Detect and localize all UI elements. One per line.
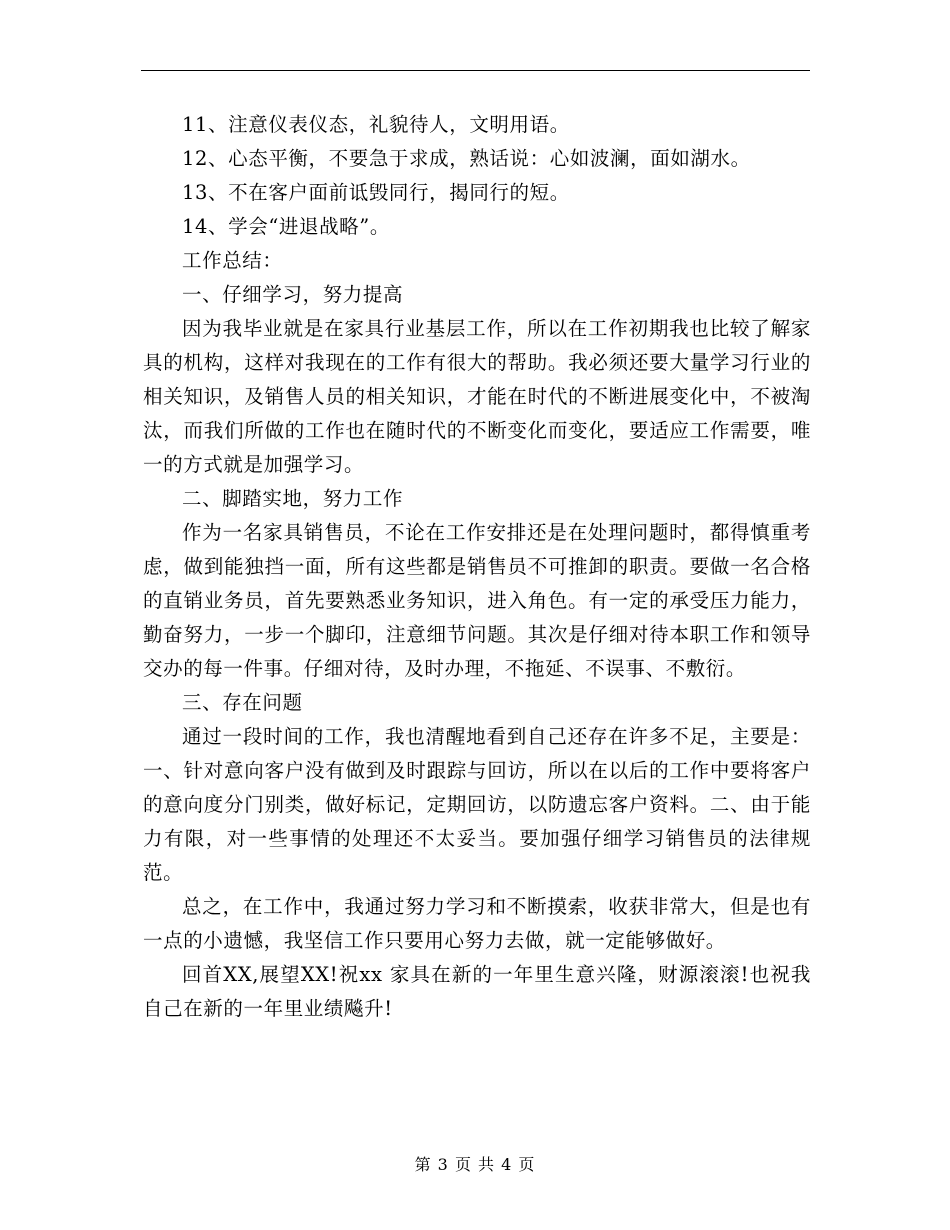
header-rule bbox=[141, 70, 810, 71]
document-body bbox=[143, 108, 811, 1026]
section-heading-3: 三、存在问题 bbox=[182, 691, 303, 714]
page-number: 第 3 页 共 4 页 bbox=[414, 1155, 536, 1174]
body-paragraph-conclusion: 总之，在工作中，我通过努力学习和不断摸索，收获非常大，但是也有一点的小遗憾，我坚信工作只要用心努力去做，就一定能够做好。 bbox=[143, 895, 811, 952]
body-paragraph-1: 因为我毕业就是在家具行业基层工作，所以在工作初期我也比较了解家具的机构，这样对我现在的工作有很大的帮助。我必须还要大量学习行业的相关知识，及销售人员的相关知识，才能在时代的不断进展变化中，不被淘汰，而我们所做的工作也在随时代的不断变化而变化，要适应工作需要，唯一的方式就是加强学习。 bbox=[143, 317, 811, 476]
list-item-12: 12、心态平衡，不要急于求成，熟话说：心如波澜，面如湖水。 bbox=[182, 147, 751, 170]
body-paragraph-2: 作为一名家具销售员，不论在工作安排还是在处理问题时，都得慎重考虑，做到能独挡一面，所有这些都是销售员不可推卸的职责。要做一名合格的直销业务员，首先要熟悉业务知识，进入角色。有一定的承受压力能力，勤奋努力，一步一个脚印，注意细节问题。其次是仔细对待本职工作和领导交办的每一件事。仔细对待，及时办理，不拖延、不误事、不敷衍。 bbox=[143, 521, 811, 680]
list-item-11: 11、注意仪表仪态，礼貌待人，文明用语。 bbox=[182, 113, 570, 136]
list-item-14: 14、学会“进退战略”。 bbox=[182, 215, 390, 238]
section-heading-summary: 工作总结： bbox=[182, 249, 283, 272]
body-paragraph-3: 通过一段时间的工作，我也清醒地看到自己还存在许多不足，主要是：一、针对意向客户没有做到及时跟踪与回访，所以在以后的工作中要将客户的意向度分门别类，做好标记，定期回访，以防遗忘客户资料。二、由于能力有限，对一些事情的处理还不太妥当。要加强仔细学习销售员的法律规范。 bbox=[143, 725, 811, 884]
list-item-13: 13、不在客户面前诋毁同行，揭同行的短。 bbox=[182, 181, 570, 204]
section-heading-2: 二、脚踏实地，努力工作 bbox=[182, 487, 404, 510]
body-paragraph-closing: 回首XX,展望XX!祝xx 家具在新的一年里生意兴隆，财源滚滚!也祝我自己在新的一年里业绩飚升! bbox=[143, 963, 811, 1020]
section-heading-1: 一、仔细学习，努力提高 bbox=[182, 283, 404, 306]
